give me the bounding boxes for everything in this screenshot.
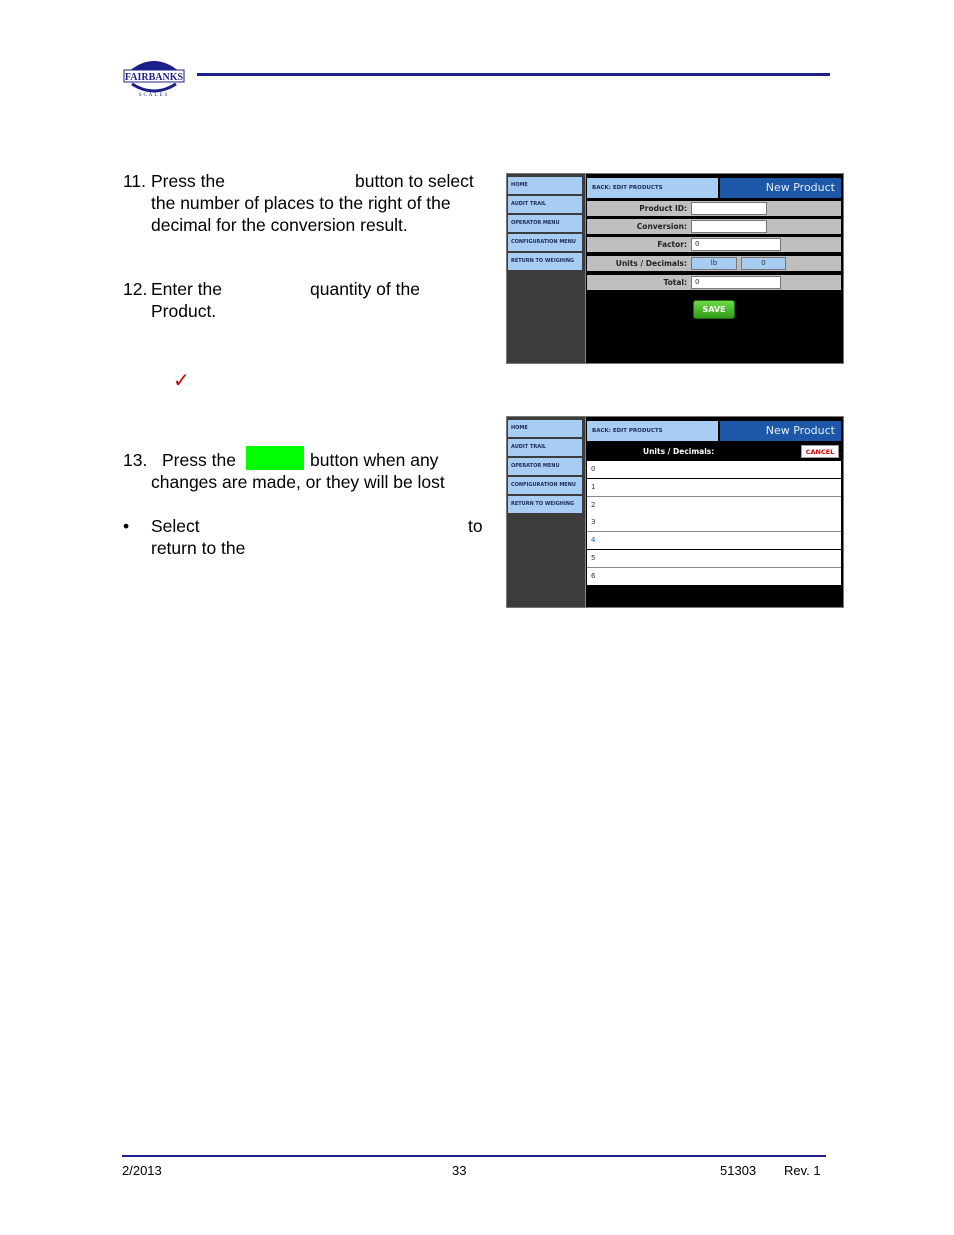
logo-text: FAIRBANKS xyxy=(124,72,184,83)
list-header xyxy=(587,444,841,459)
check-icon: ✓ xyxy=(173,368,190,392)
fairbanks-logo xyxy=(122,54,186,100)
screen-title: New Product xyxy=(720,178,841,198)
list-item-5[interactable]: 5 xyxy=(587,550,841,567)
bullet-text: Select xyxy=(151,516,200,536)
screenshot-units-decimals-picker xyxy=(506,416,844,608)
bullet-mark: • xyxy=(123,516,130,536)
cancel-button[interactable]: CANCEL xyxy=(801,445,839,458)
sidebar-item-return-to-weighing[interactable]: RETURN TO WEIGHING xyxy=(508,496,582,513)
footer-document-number: 51303 xyxy=(720,1163,757,1178)
label-conversion: Conversion: xyxy=(636,222,687,231)
step-number: 11. xyxy=(123,171,147,191)
label-units-decimals: Units / Decimals: xyxy=(615,259,687,268)
step-text: Press the xyxy=(151,171,225,191)
footer-rule xyxy=(122,1155,826,1157)
sidebar-item-operator-menu[interactable]: OPERATOR MENU xyxy=(508,458,582,475)
footer-date: 2/2013 xyxy=(122,1163,162,1178)
conversion-input[interactable] xyxy=(691,220,767,233)
screenshot-new-product-form xyxy=(506,173,844,364)
label-product-id: Product ID: xyxy=(639,204,687,213)
decimals-select[interactable]: 0 xyxy=(741,257,786,270)
step-text: changes are made, or they will be lost xyxy=(151,472,445,492)
product-id-input[interactable] xyxy=(691,202,767,215)
step-text: button when any xyxy=(310,450,439,470)
list-item-2[interactable]: 2 xyxy=(587,497,841,514)
sidebar-menu xyxy=(507,417,586,607)
header-rule xyxy=(197,73,830,76)
screen-title: New Product xyxy=(720,421,841,441)
row-total xyxy=(587,275,841,290)
row-conversion xyxy=(587,219,841,234)
list-item-4[interactable]: 4 xyxy=(587,532,841,549)
back-edit-products-button[interactable]: BACK: EDIT PRODUCTS xyxy=(587,178,718,198)
footer-revision: Rev. 1 xyxy=(784,1163,821,1178)
sidebar-item-audit-trail[interactable]: AUDIT TRAIL xyxy=(508,196,582,213)
list-title: Units / Decimals: xyxy=(643,447,715,456)
sidebar-item-audit-trail[interactable]: AUDIT TRAIL xyxy=(508,439,582,456)
save-button[interactable]: SAVE xyxy=(693,300,735,319)
list-item-1[interactable]: 1 xyxy=(587,479,841,496)
footer-page-number: 33 xyxy=(452,1163,467,1178)
sidebar-item-configuration-menu[interactable]: CONFIGURATION MENU xyxy=(508,234,582,251)
step-number: 13. xyxy=(123,450,148,470)
step-text: Enter the xyxy=(151,279,223,299)
sidebar-menu xyxy=(507,174,586,363)
label-factor: Factor: xyxy=(657,240,687,249)
list-item-3[interactable]: 3 xyxy=(587,514,841,531)
total-input[interactable]: 0 xyxy=(691,276,781,289)
logo-subtext: SCALES xyxy=(138,93,170,98)
units-select[interactable]: lb xyxy=(691,257,737,270)
step-number: 12. xyxy=(123,279,148,299)
sidebar-item-operator-menu[interactable]: OPERATOR MENU xyxy=(508,215,582,232)
row-units-decimals xyxy=(587,256,841,271)
step-text: Product. xyxy=(151,301,217,321)
sidebar-item-configuration-menu[interactable]: CONFIGURATION MENU xyxy=(508,477,582,494)
step-text: button to select xyxy=(355,171,474,191)
list-item-0[interactable]: 0 xyxy=(587,461,841,478)
bullet-text: return to the xyxy=(151,538,246,558)
label-total: Total: xyxy=(663,278,687,287)
sidebar-item-return-to-weighing[interactable]: RETURN TO WEIGHING xyxy=(508,253,582,270)
step-text: the number of places to the right of the xyxy=(151,193,451,213)
step-text: decimal for the conversion result. xyxy=(151,215,408,235)
step-text: Press the xyxy=(162,450,236,470)
list-item-6[interactable]: 6 xyxy=(587,568,841,585)
sidebar-item-home[interactable]: HOME xyxy=(508,420,582,437)
factor-input[interactable]: 0 xyxy=(691,238,781,251)
sidebar-item-home[interactable]: HOME xyxy=(508,177,582,194)
back-edit-products-button[interactable]: BACK: EDIT PRODUCTS xyxy=(587,421,718,441)
row-factor xyxy=(587,237,841,252)
row-product-id xyxy=(587,201,841,216)
bullet-text: to xyxy=(468,516,483,536)
save-highlight-swatch xyxy=(246,446,304,470)
step-text: quantity of the xyxy=(310,279,420,299)
